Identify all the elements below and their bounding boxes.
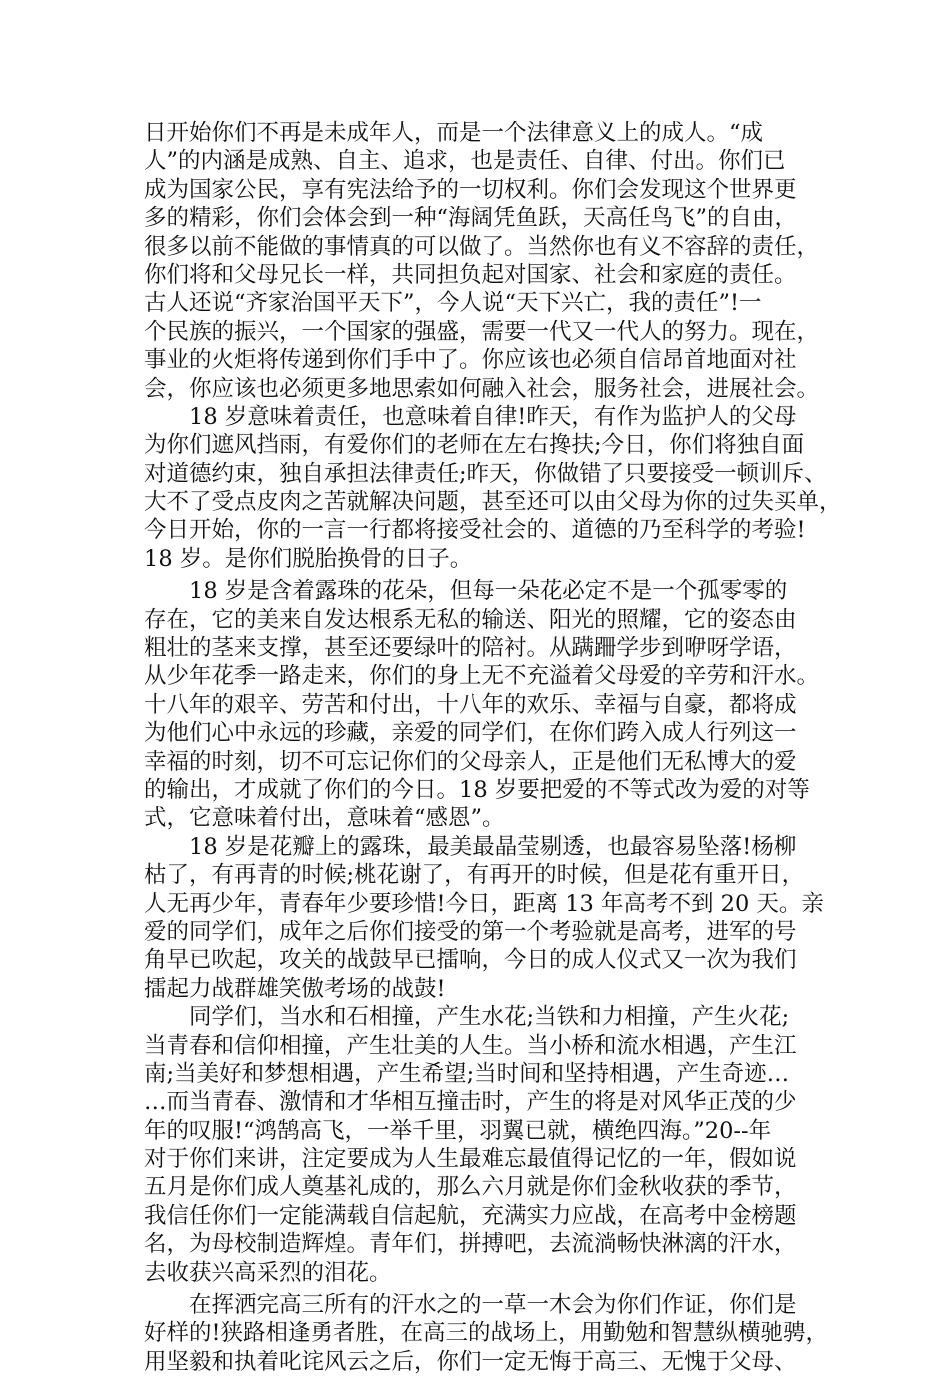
text-line: 南;当美好和梦想相遇，产生希望;当时间和坚持相遇，产生奇迹… bbox=[144, 1060, 790, 1087]
text-line: 对于你们来讲，注定要成为人生最难忘最值得记忆的一年，假如说 bbox=[144, 1146, 797, 1173]
text-line: 好样的!狭路相逢勇者胜，在高三的战场上，用勤勉和智慧纵横驰骋， bbox=[144, 1320, 829, 1347]
text-line: 擂起力战群雄笑傲考场的战鼓! bbox=[144, 975, 446, 1002]
text-line: 对道德约束，独自承担法律责任;昨天，你做错了只要接受一顿训斥、 bbox=[144, 460, 827, 487]
text-line: 日开始你们不再是未成年人，而是一个法律意义上的成人。“成 bbox=[144, 120, 764, 146]
text-line: 18 岁是含着露珠的花朵，但每一朵花必定不是一个孤零零的 bbox=[144, 578, 788, 605]
text-line: 存在，它的美来自发达根系无私的输送、阳光的照耀，它的姿态由 bbox=[144, 606, 797, 633]
text-line: 式，它意味着付出，意味着“感恩”。 bbox=[144, 805, 505, 832]
text-line: 很多以前不能做的事情真的可以做了。当然你也有义不容辞的责任， bbox=[144, 233, 820, 260]
text-line: 从少年花季一路走来，你们的身上无不充溢着父母爱的辛劳和汗水。 bbox=[144, 663, 820, 690]
text-line: 个民族的振兴，一个国家的强盛，需要一代又一代人的努力。现在， bbox=[144, 318, 820, 345]
text-line: 成为国家公民，享有宪法给予的一切权利。你们会发现这个世界更 bbox=[144, 176, 797, 203]
text-line: 你们将和父母兄长一样，共同担负起对国家、社会和家庭的责任。 bbox=[144, 261, 797, 288]
paragraph-1 bbox=[144, 119, 824, 403]
text-line: 我信任你们一定能满载自信起航，充满实力应战，在高考中金榜题 bbox=[144, 1202, 797, 1229]
document-body bbox=[144, 119, 842, 1376]
text-line: 枯了，有再青的时候;桃花谢了，有再开的时候，但是花有重开日， bbox=[144, 862, 805, 889]
text-line: 事业的火炬将传递到你们手中了。你应该也必须自信昂首地面对社 bbox=[144, 347, 797, 374]
text-line: 名，为母校制造辉煌。青年们，拼搏吧，去流淌畅快淋漓的汗水， bbox=[144, 1231, 797, 1258]
text-line: 18 岁意味着责任，也意味着自律!昨天，有作为监护人的父母 bbox=[144, 403, 797, 430]
text-line: 人无再少年，青春年少要珍惜!今日，距离 13 年高考不到 20 天。亲 bbox=[144, 890, 824, 917]
text-line: 十八年的艰辛、劳苦和付出，十八年的欢乐、幸福与自豪，都将成 bbox=[144, 691, 797, 718]
text-line: 在挥洒完高三所有的汗水之的一草一木会为你们作证，你们是 bbox=[144, 1292, 797, 1319]
text-line: 今日开始，你的一言一行都将接受社会的、道德的乃至科学的考验! bbox=[144, 517, 806, 544]
paragraph-2 bbox=[144, 403, 842, 573]
paragraph-5 bbox=[144, 1003, 824, 1287]
text-line: 古人还说“齐家治国平天下”，今人说“天下兴亡，我的责任”!一 bbox=[144, 290, 762, 317]
text-line: 为你们遮风挡雨，有爱你们的老师在左右搀扶;今日，你们将独自面 bbox=[144, 432, 805, 459]
text-line: 五月是你们成人奠基礼成的，那么六月就是你们金秋收获的季节， bbox=[144, 1174, 797, 1201]
text-line: 去收获兴高采烈的泪花。 bbox=[144, 1259, 392, 1286]
paragraph-6 bbox=[144, 1291, 829, 1376]
text-line: 18 岁。是你们脱胎换骨的日子。 bbox=[144, 545, 473, 572]
text-line: 会，你应该也必须更多地思索如何融入社会，服务社会，进展社会。 bbox=[144, 375, 820, 402]
text-line: 的输出，才成就了你们的今日。18 岁要把爱的不等式改为爱的对等 bbox=[144, 776, 810, 803]
text-line: 当青春和信仰相撞，产生壮美的人生。当小桥和流水相遇，产生江 bbox=[144, 1032, 797, 1059]
paragraph-3 bbox=[144, 577, 824, 833]
text-line: 为他们心中永远的珍藏，亲爱的同学们，在你们跨入成人行列这一 bbox=[144, 720, 797, 747]
paragraph-4 bbox=[144, 833, 824, 1003]
text-line: 大不了受点皮肉之苦就解决问题，甚至还可以由父母为你的过失买单， bbox=[144, 489, 842, 516]
text-line: 18 岁是花瓣上的露珠，最美最晶莹剔透，也最容易坠落!杨柳 bbox=[144, 833, 797, 860]
text-line: 用坚毅和执着叱诧风云之后，你们一定无悔于高三、无愧于父母、 bbox=[144, 1348, 797, 1375]
text-line: 多的精彩，你们会体会到一种“海阔凭鱼跃，天高任鸟飞”的自由， bbox=[144, 205, 798, 232]
text-line: 角早已吹起，攻关的战鼓早已擂响，今日的成人仪式又一次为我们 bbox=[144, 947, 797, 974]
text-line: 人”的内涵是成熟、自主、追求，也是责任、自律、付出。你们已 bbox=[144, 148, 786, 175]
text-line: 年的叹服!“鸿鹄高飞，一举千里，羽翼已就，横绝四海。”20--年 bbox=[144, 1117, 772, 1144]
text-line: 爱的同学们，成年之后你们接受的第一个考验就是高考，进军的号 bbox=[144, 918, 797, 945]
text-line: …而当青春、激情和才华相互撞击时，产生的将是对风华正茂的少 bbox=[144, 1089, 797, 1116]
text-line: 幸福的时刻，切不可忘记你们的父母亲人，正是他们无私博大的爱 bbox=[144, 748, 797, 775]
text-line: 粗壮的茎来支撑，甚至还要绿叶的陪衬。从蹒跚学步到咿呀学语， bbox=[144, 635, 797, 662]
text-line: 同学们，当水和石相撞，产生水花;当铁和力相撞，产生火花; bbox=[144, 1004, 790, 1031]
